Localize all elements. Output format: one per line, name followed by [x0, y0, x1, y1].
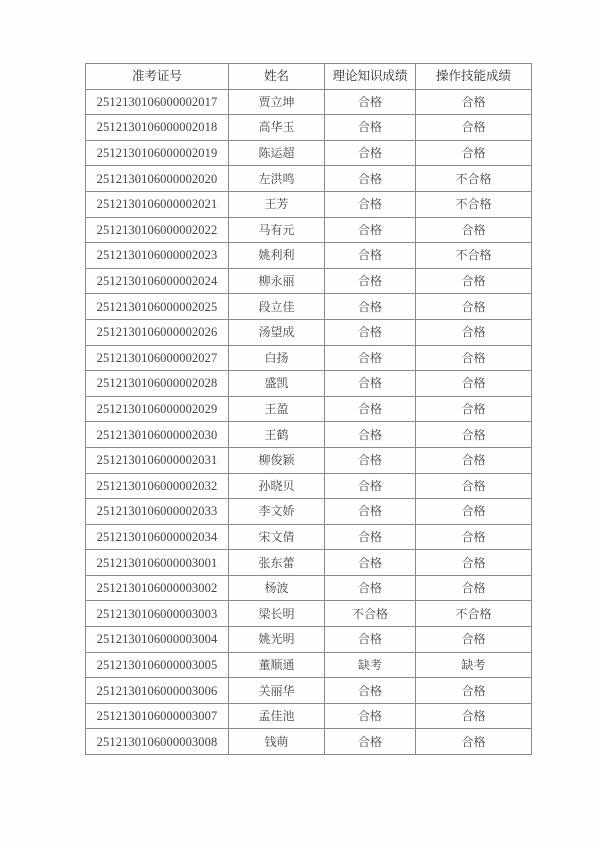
- cell-name: 孙晓贝: [229, 473, 325, 499]
- cell-name: 姚利利: [229, 243, 325, 269]
- cell-name: 马有元: [229, 217, 325, 243]
- cell-name: 王盈: [229, 396, 325, 422]
- cell-name: 汤望成: [229, 319, 325, 345]
- header-theory-score: 理论知识成绩: [325, 64, 416, 90]
- table-row: [86, 422, 532, 448]
- cell-name: 柳俊颖: [229, 447, 325, 473]
- cell-skill-score: 合格: [416, 473, 532, 499]
- cell-theory-score: 合格: [325, 524, 416, 550]
- table-row: [86, 447, 532, 473]
- cell-theory-score: 合格: [325, 345, 416, 371]
- table-header-row: [86, 64, 532, 90]
- cell-theory-score: 合格: [325, 499, 416, 525]
- cell-theory-score: 合格: [325, 319, 416, 345]
- cell-theory-score: 合格: [325, 294, 416, 320]
- cell-skill-score: 合格: [416, 115, 532, 141]
- cell-skill-score: 合格: [416, 422, 532, 448]
- cell-name: 李文娇: [229, 499, 325, 525]
- table-row: [86, 191, 532, 217]
- cell-theory-score: 合格: [325, 115, 416, 141]
- table-row: [86, 703, 532, 729]
- table-row: [86, 319, 532, 345]
- cell-name: 关丽华: [229, 678, 325, 704]
- table-row: [86, 89, 532, 115]
- table-row: [86, 678, 532, 704]
- table-row: [86, 601, 532, 627]
- cell-exam-id: 2512130106000002020: [86, 166, 229, 192]
- cell-skill-score: 合格: [416, 678, 532, 704]
- cell-skill-score: 合格: [416, 550, 532, 576]
- cell-skill-score: 合格: [416, 447, 532, 473]
- cell-exam-id: 2512130106000002029: [86, 396, 229, 422]
- cell-name: 段立佳: [229, 294, 325, 320]
- table-row: [86, 371, 532, 397]
- cell-name: 梁长明: [229, 601, 325, 627]
- table-row: [86, 268, 532, 294]
- cell-exam-id: 2512130106000002026: [86, 319, 229, 345]
- cell-theory-score: 合格: [325, 473, 416, 499]
- cell-exam-id: 2512130106000002033: [86, 499, 229, 525]
- table-row: [86, 627, 532, 653]
- cell-name: 宋文倩: [229, 524, 325, 550]
- cell-exam-id: 2512130106000003001: [86, 550, 229, 576]
- cell-exam-id: 2512130106000002032: [86, 473, 229, 499]
- table-row: [86, 243, 532, 269]
- cell-name: 盛凯: [229, 371, 325, 397]
- cell-exam-id: 2512130106000003008: [86, 729, 229, 755]
- cell-name: 白扬: [229, 345, 325, 371]
- table-row: [86, 550, 532, 576]
- cell-name: 杨波: [229, 575, 325, 601]
- cell-skill-score: 合格: [416, 268, 532, 294]
- cell-exam-id: 2512130106000003005: [86, 652, 229, 678]
- table-row: [86, 345, 532, 371]
- cell-theory-score: 合格: [325, 550, 416, 576]
- table-row: [86, 140, 532, 166]
- cell-skill-score: 合格: [416, 703, 532, 729]
- cell-theory-score: 合格: [325, 268, 416, 294]
- table-row: [86, 396, 532, 422]
- cell-skill-score: 不合格: [416, 191, 532, 217]
- cell-exam-id: 2512130106000002028: [86, 371, 229, 397]
- cell-name: 左洪鸣: [229, 166, 325, 192]
- cell-skill-score: 合格: [416, 627, 532, 653]
- cell-name: 柳永丽: [229, 268, 325, 294]
- cell-exam-id: 2512130106000003006: [86, 678, 229, 704]
- cell-exam-id: 2512130106000002024: [86, 268, 229, 294]
- table-row: [86, 499, 532, 525]
- table-row: [86, 473, 532, 499]
- cell-skill-score: 合格: [416, 396, 532, 422]
- header-exam-id: 准考证号: [86, 64, 229, 90]
- cell-theory-score: 合格: [325, 191, 416, 217]
- cell-theory-score: 合格: [325, 371, 416, 397]
- cell-exam-id: 2512130106000002030: [86, 422, 229, 448]
- cell-exam-id: 2512130106000003002: [86, 575, 229, 601]
- table-row: [86, 652, 532, 678]
- cell-exam-id: 2512130106000002017: [86, 89, 229, 115]
- cell-name: 姚光明: [229, 627, 325, 653]
- cell-skill-score: 不合格: [416, 601, 532, 627]
- cell-exam-id: 2512130106000003004: [86, 627, 229, 653]
- header-name: 姓名: [229, 64, 325, 90]
- cell-name: 贾立坤: [229, 89, 325, 115]
- table-row: [86, 166, 532, 192]
- cell-name: 陈运超: [229, 140, 325, 166]
- cell-skill-score: 不合格: [416, 243, 532, 269]
- cell-theory-score: 合格: [325, 422, 416, 448]
- cell-exam-id: 2512130106000002025: [86, 294, 229, 320]
- cell-exam-id: 2512130106000002018: [86, 115, 229, 141]
- cell-theory-score: 合格: [325, 678, 416, 704]
- cell-name: 孟佳池: [229, 703, 325, 729]
- cell-theory-score: 合格: [325, 166, 416, 192]
- cell-theory-score: 合格: [325, 243, 416, 269]
- header-skill-score: 操作技能成绩: [416, 64, 532, 90]
- table-body: [86, 89, 532, 754]
- cell-theory-score: 合格: [325, 396, 416, 422]
- cell-theory-score: 合格: [325, 140, 416, 166]
- cell-theory-score: 合格: [325, 703, 416, 729]
- cell-exam-id: 2512130106000002034: [86, 524, 229, 550]
- cell-skill-score: 合格: [416, 575, 532, 601]
- cell-skill-score: 缺考: [416, 652, 532, 678]
- cell-exam-id: 2512130106000002019: [86, 140, 229, 166]
- cell-theory-score: 合格: [325, 575, 416, 601]
- cell-exam-id: 2512130106000002021: [86, 191, 229, 217]
- table-row: [86, 217, 532, 243]
- cell-skill-score: 合格: [416, 140, 532, 166]
- exam-results-table: [85, 63, 532, 755]
- cell-skill-score: 合格: [416, 217, 532, 243]
- cell-skill-score: 合格: [416, 371, 532, 397]
- cell-name: 高华玉: [229, 115, 325, 141]
- cell-exam-id: 2512130106000003007: [86, 703, 229, 729]
- cell-name: 钱萌: [229, 729, 325, 755]
- cell-theory-score: 合格: [325, 627, 416, 653]
- cell-skill-score: 合格: [416, 524, 532, 550]
- cell-exam-id: 2512130106000003003: [86, 601, 229, 627]
- cell-theory-score: 合格: [325, 89, 416, 115]
- cell-theory-score: 合格: [325, 729, 416, 755]
- cell-skill-score: 合格: [416, 89, 532, 115]
- cell-theory-score: 合格: [325, 447, 416, 473]
- cell-skill-score: 合格: [416, 499, 532, 525]
- cell-exam-id: 2512130106000002023: [86, 243, 229, 269]
- cell-name: 王鹤: [229, 422, 325, 448]
- cell-skill-score: 合格: [416, 294, 532, 320]
- cell-skill-score: 合格: [416, 319, 532, 345]
- table-row: [86, 729, 532, 755]
- table-row: [86, 524, 532, 550]
- table-row: [86, 575, 532, 601]
- table-row: [86, 294, 532, 320]
- cell-skill-score: 合格: [416, 729, 532, 755]
- cell-name: 董顺通: [229, 652, 325, 678]
- cell-theory-score: 缺考: [325, 652, 416, 678]
- cell-exam-id: 2512130106000002022: [86, 217, 229, 243]
- cell-name: 王芳: [229, 191, 325, 217]
- cell-exam-id: 2512130106000002031: [86, 447, 229, 473]
- cell-skill-score: 不合格: [416, 166, 532, 192]
- cell-theory-score: 不合格: [325, 601, 416, 627]
- cell-theory-score: 合格: [325, 217, 416, 243]
- cell-exam-id: 2512130106000002027: [86, 345, 229, 371]
- table-row: [86, 115, 532, 141]
- cell-name: 张东蕾: [229, 550, 325, 576]
- cell-skill-score: 合格: [416, 345, 532, 371]
